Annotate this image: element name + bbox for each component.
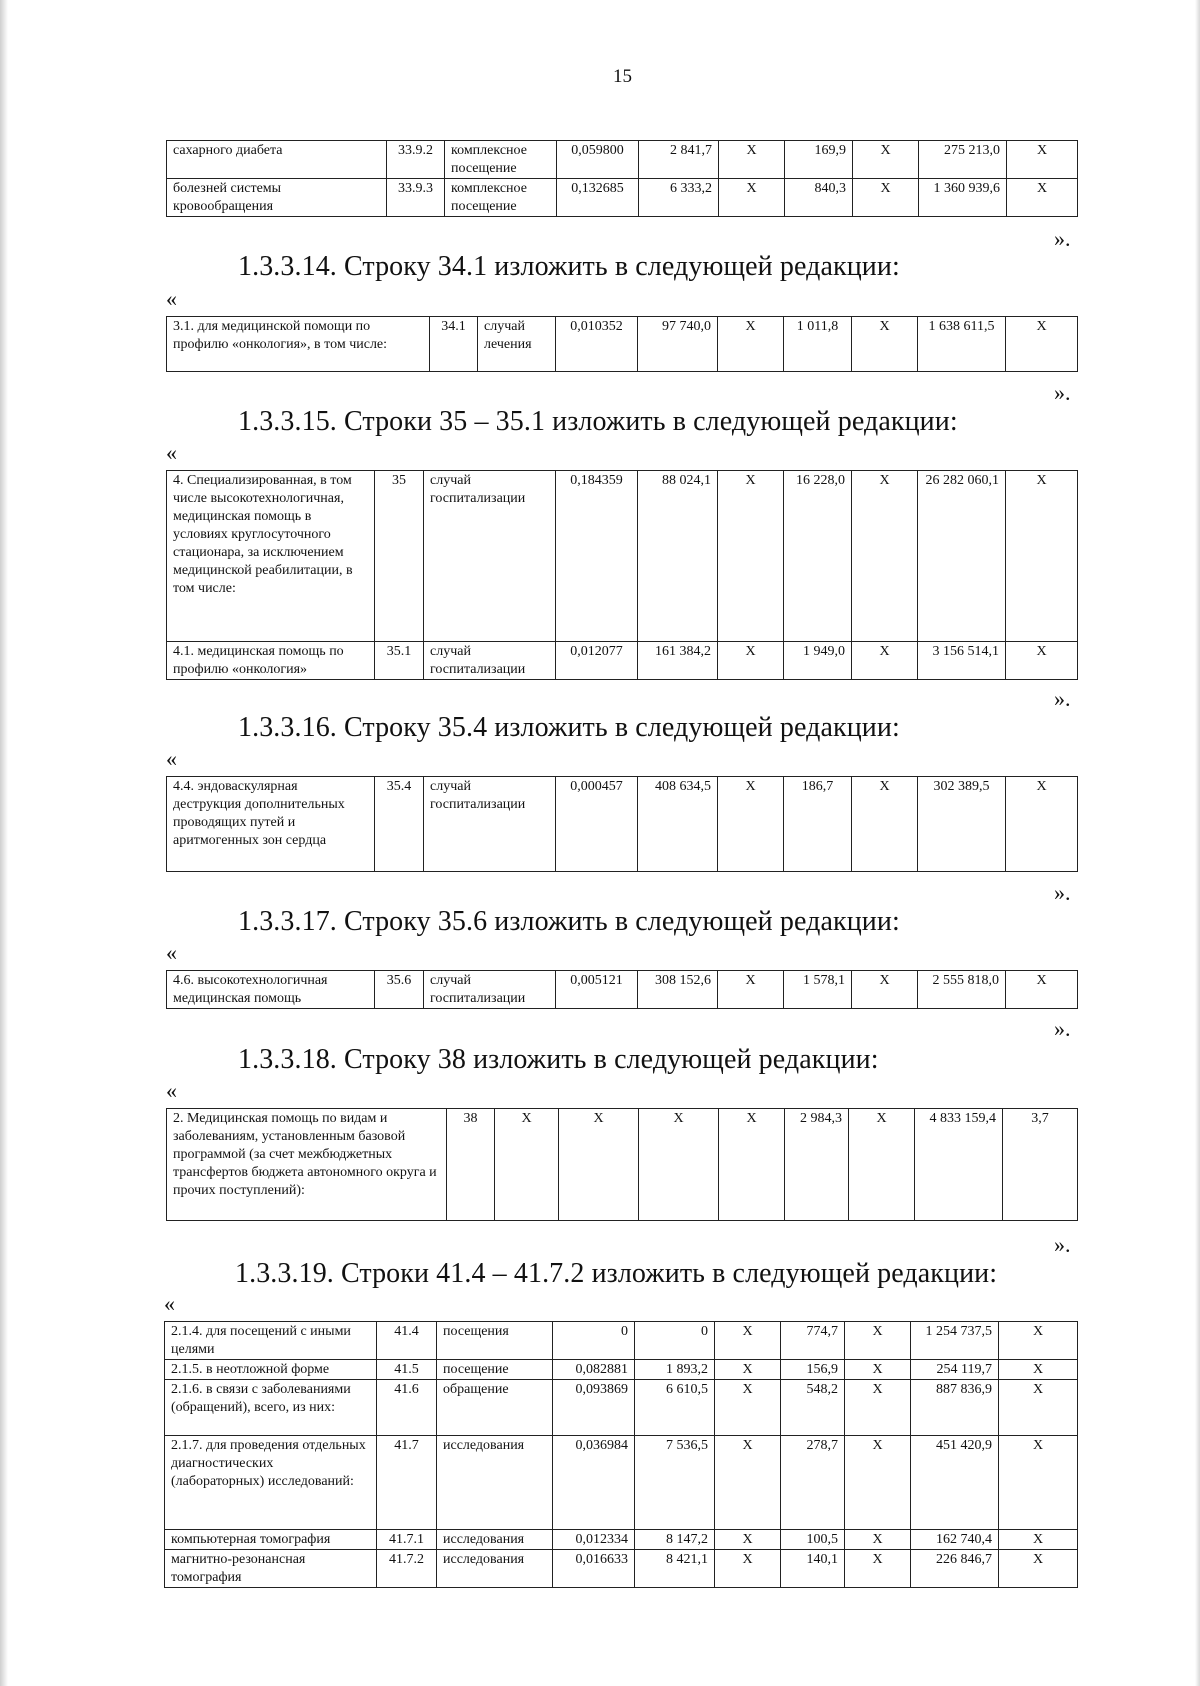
cell-total: 1 254 737,5 (911, 1322, 999, 1360)
cell-x: Х (495, 1109, 559, 1221)
cell-name: 4.1. медицинская помощь по профилю «онкология» (167, 642, 375, 680)
cell-x: Х (715, 1436, 781, 1530)
table-section-18 (166, 1108, 1078, 1221)
cell-x: Х (852, 471, 918, 642)
cell-x: Х (845, 1436, 911, 1530)
cell-line: 41.7.2 (377, 1550, 437, 1588)
cell-name: 2.1.6. в связи с заболеваниями (обращений), всего, из них: (165, 1380, 377, 1436)
cell-x: Х (999, 1530, 1078, 1550)
section-heading: 1.3.3.15. Строки 35 – 35.1 изложить в следующей редакции: (238, 406, 958, 437)
cell-share: 3,7 (1003, 1109, 1078, 1221)
cell-x: Х (1007, 141, 1078, 179)
page-number: 15 (613, 66, 632, 87)
opening-quote: « (166, 746, 177, 771)
cell-norm: 0,005121 (556, 971, 638, 1009)
cell-total: 302 389,5 (918, 777, 1006, 872)
cell-total: 226 846,7 (911, 1550, 999, 1588)
cell-cost: 8 147,2 (635, 1530, 715, 1550)
cell-x: Х (1007, 179, 1078, 217)
cell-percapita: 1 011,8 (784, 317, 852, 372)
cell-x: Х (719, 141, 785, 179)
cell-x: Х (852, 317, 918, 372)
cell-percapita: 840,3 (785, 179, 853, 217)
section-heading: 1.3.3.18. Строку 38 изложить в следующей редакции: (238, 1044, 879, 1075)
cell-x: Х (715, 1360, 781, 1380)
cell-total: 451 420,9 (911, 1436, 999, 1530)
table-row (165, 1380, 1078, 1436)
cell-x: Х (849, 1109, 915, 1221)
cell-x: Х (845, 1380, 911, 1436)
table-section-16 (166, 776, 1078, 872)
cell-total: 1 638 611,5 (918, 317, 1006, 372)
cell-line: 33.9.2 (387, 141, 445, 179)
cell-total: 275 213,0 (919, 141, 1007, 179)
cell-percapita: 186,7 (784, 777, 852, 872)
table-section-17 (166, 970, 1078, 1009)
closing-quote: ». (1054, 1232, 1071, 1257)
cell-total: 1 360 939,6 (919, 179, 1007, 217)
cell-norm: 0,036984 (553, 1436, 635, 1530)
scan-edge-left (0, 0, 8, 1686)
cell-x: Х (999, 1360, 1078, 1380)
cell-x: Х (999, 1550, 1078, 1588)
cell-x: Х (715, 1530, 781, 1550)
cell-unit: посещение (437, 1360, 553, 1380)
table-row (167, 777, 1078, 872)
cell-norm: 0,093869 (553, 1380, 635, 1436)
cell-name: 2.1.7. для проведения отдельных диагностических (лабораторных) исследований: (165, 1436, 377, 1530)
cell-line: 34.1 (430, 317, 478, 372)
cell-cost: 97 740,0 (638, 317, 718, 372)
scan-edge-right (1195, 0, 1200, 1686)
cell-name: 2.1.5. в неотложной форме (165, 1360, 377, 1380)
cell-unit: обращение (437, 1380, 553, 1436)
cell-total: 4 833 159,4 (915, 1109, 1003, 1221)
table-row (167, 317, 1078, 372)
cell-percapita: 100,5 (781, 1530, 845, 1550)
table-row (165, 1550, 1078, 1588)
cell-norm: 0,012334 (553, 1530, 635, 1550)
cell-cost: 6 610,5 (635, 1380, 715, 1436)
cell-x: Х (718, 317, 784, 372)
cell-percapita: 278,7 (781, 1436, 845, 1530)
closing-quote: ». (1054, 880, 1071, 905)
cell-line: 38 (447, 1109, 495, 1221)
cell-norm: 0,000457 (556, 777, 638, 872)
cell-name: 2. Медицинская помощь по видам и заболеваниям, установленным базовой программой (за счет межбюджетных трансфертов бюджета автономного округа и прочих поступлений): (167, 1109, 447, 1221)
cell-x: Х (853, 141, 919, 179)
cell-unit: посещения (437, 1322, 553, 1360)
cell-line: 33.9.3 (387, 179, 445, 217)
table-row (167, 971, 1078, 1009)
cell-line: 35.6 (375, 971, 424, 1009)
cell-name: 2.1.4. для посещений с иными целями (165, 1322, 377, 1360)
table-section-14 (166, 316, 1078, 372)
table-row (165, 1436, 1078, 1530)
cell-name: 4.6. высокотехнологичная медицинская помощь (167, 971, 375, 1009)
cell-cost: 408 634,5 (638, 777, 718, 872)
cell-line: 35.4 (375, 777, 424, 872)
opening-quote: « (166, 440, 177, 465)
cell-unit: исследования (437, 1550, 553, 1588)
section-heading: 1.3.3.14. Строку 34.1 изложить в следующей редакции: (238, 251, 900, 282)
cell-x: Х (639, 1109, 719, 1221)
closing-quote: ». (1054, 380, 1071, 405)
table-row (167, 141, 1078, 179)
cell-norm: 0,059800 (557, 141, 639, 179)
cell-name: магнитно-резонансная томография (165, 1550, 377, 1588)
table-section-19 (164, 1321, 1078, 1588)
cell-x: Х (718, 642, 784, 680)
cell-line: 41.6 (377, 1380, 437, 1436)
cell-unit: случай лечения (478, 317, 556, 372)
cell-x: Х (999, 1322, 1078, 1360)
table-row (165, 1530, 1078, 1550)
cell-x: Х (719, 179, 785, 217)
cell-line: 35.1 (375, 642, 424, 680)
section-heading: 1.3.3.19. Строки 41.4 – 41.7.2 изложить в следующей редакции: (235, 1258, 998, 1289)
cell-percapita: 1 578,1 (784, 971, 852, 1009)
cell-norm: 0,184359 (556, 471, 638, 642)
cell-total: 3 156 514,1 (918, 642, 1006, 680)
cell-name: болезней системы кровообращения (167, 179, 387, 217)
cell-total: 2 555 818,0 (918, 971, 1006, 1009)
cell-unit: случай госпитализации (424, 471, 556, 642)
cell-x: Х (719, 1109, 785, 1221)
cell-x: Х (845, 1550, 911, 1588)
cell-norm: 0,012077 (556, 642, 638, 680)
cell-norm: 0,016633 (553, 1550, 635, 1588)
cell-unit: случай госпитализации (424, 777, 556, 872)
cell-name: сахарного диабета (167, 141, 387, 179)
cell-name: 4. Специализированная, в том числе высокотехнологичная, медицинская помощь в условиях круглосуточного стационара, за исключением медицинской реабилитации, в том числе: (167, 471, 375, 642)
cell-x: Х (1006, 317, 1078, 372)
cell-percapita: 1 949,0 (784, 642, 852, 680)
cell-percapita: 2 984,3 (785, 1109, 849, 1221)
cell-unit: исследования (437, 1436, 553, 1530)
cell-x: Х (845, 1530, 911, 1550)
cell-x: Х (559, 1109, 639, 1221)
opening-quote: « (166, 286, 177, 311)
cell-name: 3.1. для медицинской помощи по профилю «онкология», в том числе: (167, 317, 430, 372)
cell-x: Х (715, 1322, 781, 1360)
table-row (167, 642, 1078, 680)
cell-norm: 0,082881 (553, 1360, 635, 1380)
cell-percapita: 774,7 (781, 1322, 845, 1360)
closing-quote: ». (1054, 686, 1071, 711)
cell-cost: 0 (635, 1322, 715, 1360)
cell-x: Х (853, 179, 919, 217)
cell-norm: 0,132685 (557, 179, 639, 217)
opening-quote: « (164, 1291, 175, 1316)
cell-x: Х (715, 1380, 781, 1436)
cell-unit: случай госпитализации (424, 642, 556, 680)
cell-x: Х (845, 1322, 911, 1360)
cell-cost: 7 536,5 (635, 1436, 715, 1530)
cell-x: Х (852, 971, 918, 1009)
closing-quote: ». (1054, 1016, 1071, 1041)
cell-percapita: 169,9 (785, 141, 853, 179)
cell-unit: исследования (437, 1530, 553, 1550)
cell-total: 887 836,9 (911, 1380, 999, 1436)
cell-cost: 8 421,1 (635, 1550, 715, 1588)
cell-name: 4.4. эндоваскулярная деструкция дополнительных проводящих путей и аритмогенных зон сердца (167, 777, 375, 872)
table-continuation (166, 140, 1078, 217)
cell-unit: комплексное посещение (445, 141, 557, 179)
section-heading: 1.3.3.17. Строку 35.6 изложить в следующей редакции: (238, 906, 900, 937)
cell-x: Х (845, 1360, 911, 1380)
cell-unit: комплексное посещение (445, 179, 557, 217)
cell-total: 254 119,7 (911, 1360, 999, 1380)
cell-cost: 161 384,2 (638, 642, 718, 680)
cell-line: 41.7 (377, 1436, 437, 1530)
cell-percapita: 156,9 (781, 1360, 845, 1380)
cell-x: Х (718, 777, 784, 872)
cell-cost: 88 024,1 (638, 471, 718, 642)
cell-total: 26 282 060,1 (918, 471, 1006, 642)
cell-line: 41.7.1 (377, 1530, 437, 1550)
cell-unit: случай госпитализации (424, 971, 556, 1009)
table-section-15 (166, 470, 1078, 680)
cell-name: компьютерная томография (165, 1530, 377, 1550)
closing-quote: ». (1054, 226, 1071, 251)
cell-x: Х (999, 1436, 1078, 1530)
cell-norm: 0,010352 (556, 317, 638, 372)
table-row (165, 1360, 1078, 1380)
table-row (167, 1109, 1078, 1221)
table-row (167, 471, 1078, 642)
cell-line: 41.5 (377, 1360, 437, 1380)
cell-cost: 1 893,2 (635, 1360, 715, 1380)
cell-cost: 308 152,6 (638, 971, 718, 1009)
cell-cost: 6 333,2 (639, 179, 719, 217)
cell-x: Х (1006, 471, 1078, 642)
cell-x: Х (1006, 777, 1078, 872)
cell-x: Х (852, 777, 918, 872)
cell-percapita: 548,2 (781, 1380, 845, 1436)
cell-x: Х (718, 471, 784, 642)
section-heading: 1.3.3.16. Строку 35.4 изложить в следующей редакции: (238, 712, 900, 743)
cell-norm: 0 (553, 1322, 635, 1360)
table-row (165, 1322, 1078, 1360)
opening-quote: « (166, 940, 177, 965)
cell-line: 41.4 (377, 1322, 437, 1360)
cell-percapita: 140,1 (781, 1550, 845, 1588)
cell-x: Х (1006, 642, 1078, 680)
opening-quote: « (166, 1078, 177, 1103)
cell-line: 35 (375, 471, 424, 642)
cell-total: 162 740,4 (911, 1530, 999, 1550)
cell-x: Х (715, 1550, 781, 1588)
cell-cost: 2 841,7 (639, 141, 719, 179)
cell-x: Х (718, 971, 784, 1009)
cell-x: Х (999, 1380, 1078, 1436)
cell-x: Х (1006, 971, 1078, 1009)
cell-percapita: 16 228,0 (784, 471, 852, 642)
table-row (167, 179, 1078, 217)
cell-x: Х (852, 642, 918, 680)
